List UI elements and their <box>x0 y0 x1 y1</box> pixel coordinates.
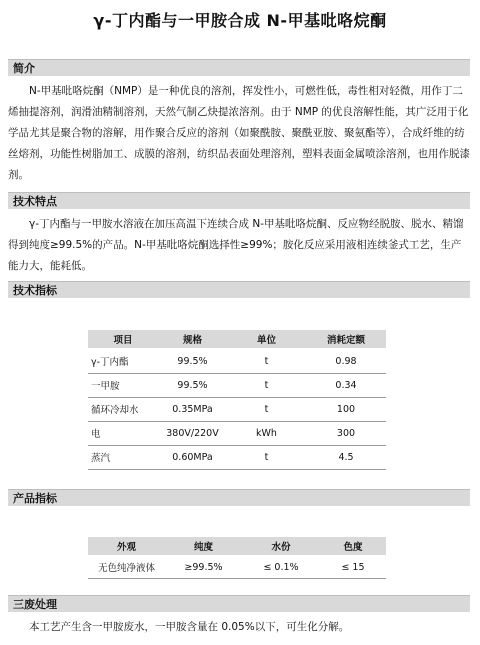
column-header: 纯度 <box>165 537 242 556</box>
table-row <box>88 397 386 421</box>
table-cell: t <box>227 397 306 421</box>
page-title: γ-丁内酯与一甲胺合成 N-甲基吡咯烷酮 <box>93 11 387 30</box>
section-heading-features: 技术特点 <box>8 192 470 209</box>
column-header: 外观 <box>88 537 165 556</box>
table-cell: 无色纯净液体 <box>88 556 165 578</box>
table-cell: t <box>227 373 306 397</box>
table-cell: 0.60MPa <box>158 445 227 469</box>
section-heading-waste: 三废处理 <box>8 595 470 612</box>
features-paragraph: γ-丁内酯与一甲胺水溶液在加压高温下连续合成 N-甲基吡咯烷酮、反应物经脱胺、脱水、精馏得到纯度≥99.5%的产品。N-甲基吡咯烷酮选择性≥99%；胺化反应采用液相连续釜式工艺，生产能力大，能耗低。 <box>8 218 464 272</box>
table-cell: 一甲胺 <box>88 373 158 397</box>
table-cell: 0.35MPa <box>158 397 227 421</box>
table-cell: 0.34 <box>306 373 386 397</box>
table-header-row <box>88 537 386 556</box>
table-cell: 300 <box>306 421 386 445</box>
column-header: 水份 <box>242 537 320 556</box>
table-cell: γ-丁内酯 <box>88 349 158 373</box>
table-cell: ≤ 0.1% <box>242 556 320 578</box>
table-cell: kWh <box>227 421 306 445</box>
table-cell: 0.98 <box>306 349 386 373</box>
table-cell: 电 <box>88 421 158 445</box>
product-index-table <box>88 537 386 579</box>
column-header: 项目 <box>88 330 158 349</box>
table-cell: t <box>227 445 306 469</box>
table-cell: 100 <box>306 397 386 421</box>
section-heading-intro: 简介 <box>8 59 470 76</box>
column-header: 规格 <box>158 330 227 349</box>
column-header: 单位 <box>227 330 306 349</box>
section-heading-tech-index: 技术指标 <box>8 281 470 298</box>
table-cell: 99.5% <box>158 373 227 397</box>
table-row <box>88 556 386 578</box>
table-header-row <box>88 330 386 349</box>
section-heading-product-index: 产品指标 <box>8 489 470 506</box>
table-cell: 蒸汽 <box>88 445 158 469</box>
intro-paragraph: N-甲基吡咯烷酮（NMP）是一种优良的溶剂，挥发性小，可燃性低，毒性相对轻微，用作丁二烯抽提溶剂，润滑油精制溶剂，天然气制乙炔提浓溶剂。由于 NMP 的优良溶解性能，其广泛用于化学品尤其是聚合物的溶解，用作聚合反应的溶剂（如聚酰胺、聚酰亚胺、聚氨酯等），合成纤维的纺丝熔剂，功能性树脂加工、成膜的溶剂，纺织品表面处理溶剂，塑料表面金属喷涂溶剂，也用作脱漆剂。 <box>8 85 470 181</box>
table-row <box>88 445 386 469</box>
tech-index-table <box>88 330 386 470</box>
table-row <box>88 421 386 445</box>
table-cell: 4.5 <box>306 445 386 469</box>
table-cell: 循环冷却水 <box>88 397 158 421</box>
column-header: 色度 <box>320 537 386 556</box>
table-cell: ≤ 15 <box>320 556 386 578</box>
column-header: 消耗定额 <box>306 330 386 349</box>
table-row <box>88 349 386 373</box>
table-cell: ≥99.5% <box>165 556 242 578</box>
table-cell: t <box>227 349 306 373</box>
waste-paragraph: 本工艺产生含一甲胺废水，一甲胺含量在 0.05%以下，可生化分解。 <box>29 621 350 633</box>
table-cell: 99.5% <box>158 349 227 373</box>
table-cell: 380V/220V <box>158 421 227 445</box>
table-row <box>88 373 386 397</box>
